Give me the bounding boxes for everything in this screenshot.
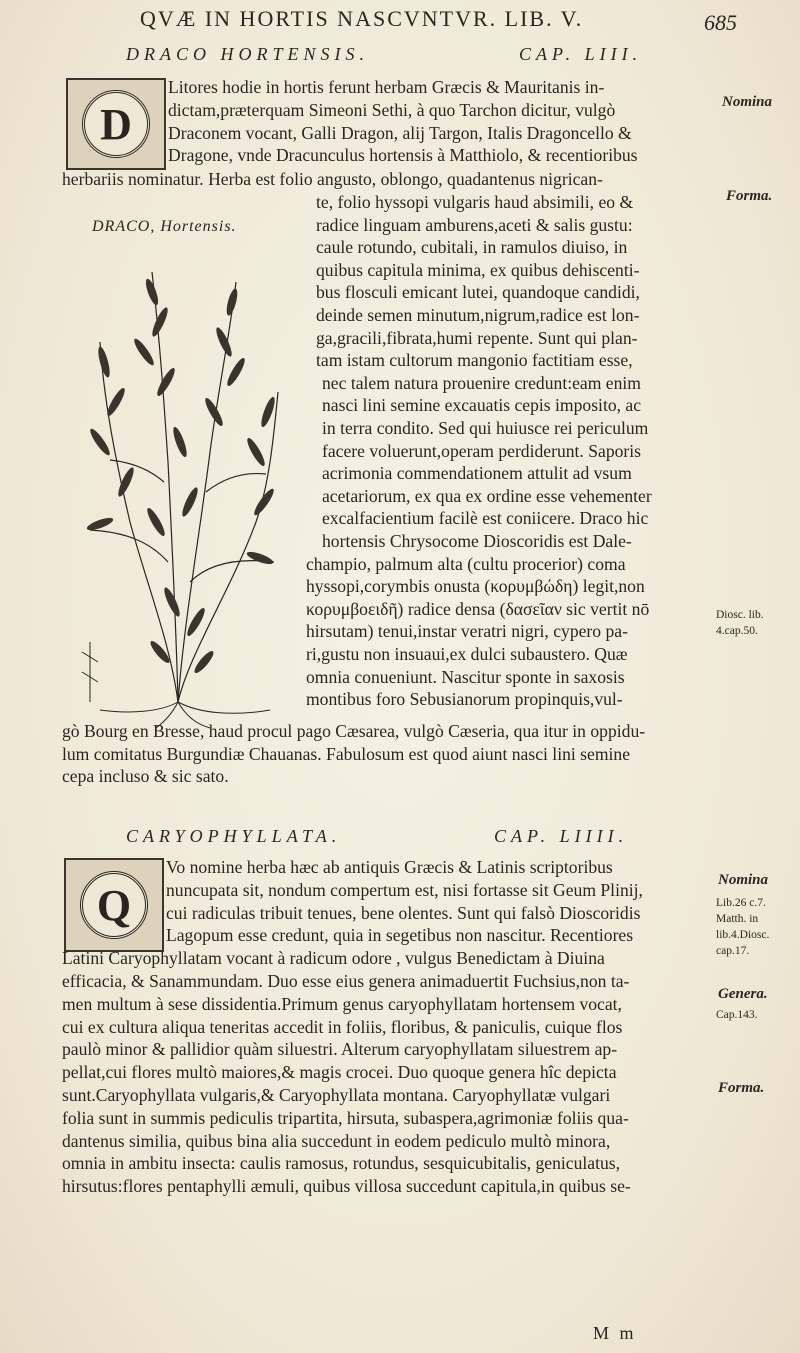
chapter-2-title: CARYOPHYLLATA. xyxy=(126,826,342,846)
margin-ref-cap: Cap.143. xyxy=(716,1009,758,1021)
margin-note-genera: Genera. xyxy=(718,986,768,1002)
text-line: gò Bourg en Bresse, haud procul pago Cæsarea, vulgò Cæseria, qua itur in oppidu- xyxy=(62,721,646,741)
catchword: M m xyxy=(593,1323,637,1343)
text-line: nasci lini semine excauatis cepis imposito, ac xyxy=(322,395,642,416)
text-line: bus flosculi emicant lutei, quandoque candidi, xyxy=(316,282,640,303)
text-line: facere voluerunt,operam perdiderunt. Saporis xyxy=(322,440,642,461)
margin-ref-dioscorides-1: Diosc. lib. xyxy=(716,609,764,621)
text-line: herbariis nominatur. Herba est folio angusto, oblongo, quadantenus nigrican- xyxy=(62,169,603,189)
text-line: lum comitatus Burgundiæ Chauanas. Fabulosum est quod aiunt nasci lini semine xyxy=(62,743,630,764)
margin-note-nomina: Nomina xyxy=(722,94,773,110)
text-line: excalfacientium facilè est coniicere. Draco hic xyxy=(322,508,649,529)
text-line: ri,gustu non insuaui,ex dulci subaustero. Quæ xyxy=(306,644,628,664)
text-line: acetariorum, ex qua ex ordine esse vehementer xyxy=(322,485,652,506)
text-line: nec talem natura prouenire credunt:eam enim xyxy=(322,372,641,393)
running-head: QVÆ IN HORTIS NASCVNTVR. LIB. V. xyxy=(140,6,584,31)
text-line: te, folio hyssopi vulgaris haud absimili, eo & xyxy=(316,192,634,212)
margin-note-forma: Forma. xyxy=(726,188,773,204)
text-line: Draconem vocant, Galli Dragon, alij Targon, Italis Dragoncello & xyxy=(168,122,632,143)
drop-cap-letter: Q xyxy=(96,880,132,930)
text-line: cui radiculas tribuit tenues, bene olentes. Sunt qui falsò Dioscoridis xyxy=(166,902,641,923)
text-line: folia sunt in summis pediculis tripartita, hirsuta, subaspera,agrimoniæ foliis qua- xyxy=(62,1107,629,1128)
text-line: κορυμβοειδῆ) radice densa (δασεῖαν sic vertit nō xyxy=(306,598,650,619)
text-line: in terra condito. Sed qui huiusce rei periculum xyxy=(322,418,649,438)
chapter-2-number: CAP. LIIII. xyxy=(494,826,629,846)
text-line: radice linguam amburens,aceti & salis gustu: xyxy=(316,214,633,235)
chapter-1-number: CAP. LIII. xyxy=(519,44,643,64)
text-line: deinde semen minutum,nigrum,radice est lon- xyxy=(316,305,640,325)
text-line: omnia in ambitu insecta: caulis ramosus, rotundus, sesquicubitalis, geniculatus, xyxy=(62,1153,621,1174)
text-line: men multum à sese dissidentia.Primum genus caryophyllatam hortensem vocat, xyxy=(62,993,622,1014)
chapter-1-title: DRACO HORTENSIS. xyxy=(126,44,369,64)
margin-note-forma-2: Forma. xyxy=(718,1080,765,1096)
text-line: caule rotundo, cubitali, in ramulos diuiso, in xyxy=(316,237,628,258)
text-line: champio, palmum alta (cultu procerior) coma xyxy=(306,553,626,574)
text-line: efficacia, & Sanammundam. Duo esse eius genera animaduertit Fuchsius,non ta- xyxy=(62,971,630,991)
text-line: pellat,cui flores multò maiores,& magis crocei. Duo quoque genera hîc depicta xyxy=(62,1062,617,1083)
text-line: hirsutam) tenui,instar veratri nigri, cypero pa- xyxy=(306,621,628,642)
text-line: hortensis Chrysocome Dioscoridis est Dale- xyxy=(322,531,632,551)
page-number: 685 xyxy=(704,10,737,35)
text-line: Vo nomine herba hæc ab antiquis Græcis & Latinis scriptoribus xyxy=(166,857,613,877)
margin-ref-pliny-3: lib.4.Diosc. xyxy=(716,929,770,941)
drop-cap-letter: D xyxy=(100,99,132,149)
text-line: hyssopi,corymbis onusta (κορυμβώδη) legit,non xyxy=(306,576,645,597)
text-line: paulò minor & pallidior quàm siluestri. Alterum caryophyllatam siluestrem ap- xyxy=(62,1039,618,1060)
text-line: cepa incluso & sic sato. xyxy=(62,766,229,787)
tarragon-plant-illustration xyxy=(60,262,290,732)
drop-cap-q xyxy=(64,858,164,952)
margin-ref-pliny-1: Lib.26 c.7. xyxy=(716,897,766,909)
text-line: montibus foro Sebusianorum propinquis,vul- xyxy=(306,689,623,710)
text-line: Lagopum esse credunt, quia in segetibus non nascitur. Recentiores xyxy=(166,925,634,946)
text-line: sunt.Caryophyllata vulgaris,& Caryophyllata montana. Caryophyllatæ vulgari xyxy=(62,1085,611,1105)
text-line: dictam,præterquam Simeoni Sethi, à quo Tarchon dicitur, vulgò xyxy=(168,99,616,120)
margin-ref-dioscorides-2: 4.cap.50. xyxy=(716,625,758,637)
drop-cap-d xyxy=(66,78,166,170)
text-line: tam istam cultorum mangonio factitiam esse, xyxy=(316,350,633,371)
margin-note-nomina-2: Nomina xyxy=(718,872,769,888)
text-line: quibus capitula minima, ex quibus dehiscenti- xyxy=(316,259,640,280)
text-line: Latini Caryophyllatam vocant à radicum odore , vulgus Benedictam à Diuina xyxy=(62,948,605,969)
text-line: Dragone, vnde Dracunculus hortensis à Matthiolo, & recentioribus xyxy=(168,145,638,166)
figure-caption: DRACO, Hortensis. xyxy=(92,218,237,235)
text-line: dantenus similia, quibus bina alia succedunt in eodem pediculo multò minora, xyxy=(62,1130,611,1151)
margin-ref-pliny-4: cap.17. xyxy=(716,945,750,957)
text-line: cui ex cultura aliqua teneritas accedit in foliis, floribus, & paniculis, cuique flos xyxy=(62,1016,623,1037)
text-line: omnia conueniunt. Nascitur sponte in saxosis xyxy=(306,666,625,687)
text-line: acrimonia commendationem attulit ad vsum xyxy=(322,463,632,484)
margin-ref-pliny-2: Matth. in xyxy=(716,913,759,925)
text-line: nuncupata sit, nondum compertum est, nisi fortasse sit Geum Plinij, xyxy=(166,879,643,900)
text-line: hirsutus:flores pentaphylli æmuli, quibus villosa succedunt capitula,in quibus se- xyxy=(62,1176,631,1197)
text-line: ga,gracili,fibrata,humi repente. Sunt qui plan- xyxy=(316,327,638,348)
text-line: Litores hodie in hortis ferunt herbam Græcis & Mauritanis in- xyxy=(168,77,605,97)
